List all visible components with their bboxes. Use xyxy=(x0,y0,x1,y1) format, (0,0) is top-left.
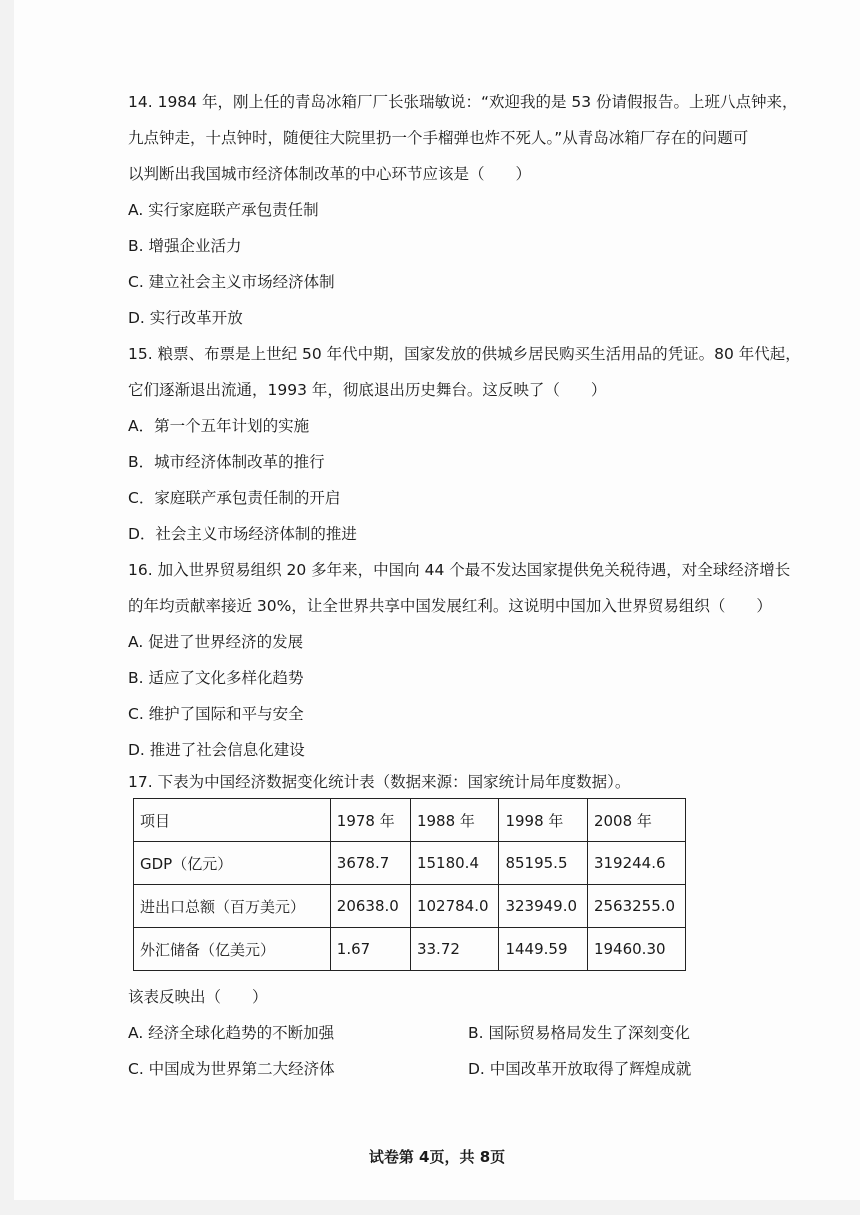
option-b: B. 适应了文化多样化趋势 xyxy=(128,669,304,687)
option-row xyxy=(128,1019,808,1055)
table-cell: GDP（亿元） xyxy=(134,842,331,885)
table-header-cell: 1978 年 xyxy=(330,799,410,842)
question-14 xyxy=(128,88,808,340)
question-15 xyxy=(128,340,808,556)
question-text-line: 以判断出我国城市经济体制改革的中心环节应该是（ ） xyxy=(128,165,532,183)
option-d: D. 实行改革开放 xyxy=(128,309,243,327)
exam-page xyxy=(14,0,860,1200)
option-row xyxy=(128,1055,808,1091)
table-row xyxy=(134,885,686,928)
question-16 xyxy=(128,556,808,772)
option-c: C．家庭联产承包责任制的开启 xyxy=(128,489,341,507)
table-row xyxy=(134,842,686,885)
option-d: D. 中国改革开放取得了辉煌成就 xyxy=(468,1060,692,1078)
option-d: D．社会主义市场经济体制的推进 xyxy=(128,525,357,543)
question-17 xyxy=(128,772,808,1091)
table-header-cell: 2008 年 xyxy=(587,799,685,842)
question-text-line: 16. 加入世界贸易组织 20 多年来，中国向 44 个最不发达国家提供免关税待遇，对全球经济增长 xyxy=(128,561,791,579)
table-header-row xyxy=(134,799,686,842)
question-text-line: 九点钟走，十点钟时，随便往大院里扔一个手榴弹也炸不死人。”从青岛冰箱厂存在的问题可 xyxy=(128,129,749,147)
table-header-cell: 1988 年 xyxy=(410,799,499,842)
question-text-line: 17. 下表为中国经济数据变化统计表（数据来源：国家统计局年度数据）。 xyxy=(128,773,631,791)
question-text-line: 的年均贡献率接近 30%，让全世界共享中国发展红利。这说明中国加入世界贸易组织（ ） xyxy=(128,597,772,615)
table-cell: 3678.7 xyxy=(330,842,410,885)
question-text-line: 15. 粮票、布票是上世纪 50 年代中期，国家发放的供城乡居民购买生活用品的凭证。80 年代起， xyxy=(128,345,801,363)
option-a: A．第一个五年计划的实施 xyxy=(128,417,310,435)
table-cell: 323949.0 xyxy=(499,885,588,928)
table-cell: 1449.59 xyxy=(499,928,588,971)
table-header-cell: 项目 xyxy=(134,799,331,842)
option-d: D. 推进了社会信息化建设 xyxy=(128,741,305,759)
table-cell: 19460.30 xyxy=(587,928,685,971)
table-cell: 进出口总额（百万美元） xyxy=(134,885,331,928)
page-content xyxy=(128,88,808,1091)
option-a: A. 促进了世界经济的发展 xyxy=(128,633,304,651)
economic-data-table xyxy=(133,798,686,971)
table-cell: 20638.0 xyxy=(330,885,410,928)
table-cell: 15180.4 xyxy=(410,842,499,885)
table-cell: 102784.0 xyxy=(410,885,499,928)
table-row xyxy=(134,928,686,971)
question-text-line: 它们逐渐退出流通，1993 年，彻底退出历史舞台。这反映了（ ） xyxy=(128,381,607,399)
table-cell: 85195.5 xyxy=(499,842,588,885)
table-cell: 319244.6 xyxy=(587,842,685,885)
table-cell: 1.67 xyxy=(330,928,410,971)
question-stem: 该表反映出（ ） xyxy=(128,988,268,1006)
page-footer: 试卷第 4页，共 8页 xyxy=(368,1148,506,1166)
option-c: C. 中国成为世界第二大经济体 xyxy=(128,1060,335,1078)
option-a: A. 实行家庭联产承包责任制 xyxy=(128,201,319,219)
option-b: B．城市经济体制改革的推行 xyxy=(128,453,325,471)
option-b: B. 增强企业活力 xyxy=(128,237,242,255)
option-b: B. 国际贸易格局发生了深刻变化 xyxy=(468,1024,690,1042)
question-text-line: 14. 1984 年，刚上任的青岛冰箱厂厂长张瑞敏说：“欢迎我的是 53 份请假报告。上班八点钟来， xyxy=(128,93,798,111)
table-header-cell: 1998 年 xyxy=(499,799,588,842)
option-c: C. 维护了国际和平与安全 xyxy=(128,705,304,723)
table-cell: 2563255.0 xyxy=(587,885,685,928)
option-c: C. 建立社会主义市场经济体制 xyxy=(128,273,335,291)
option-a: A. 经济全球化趋势的不断加强 xyxy=(128,1024,335,1042)
table-cell: 外汇储备（亿美元） xyxy=(134,928,331,971)
table-cell: 33.72 xyxy=(410,928,499,971)
